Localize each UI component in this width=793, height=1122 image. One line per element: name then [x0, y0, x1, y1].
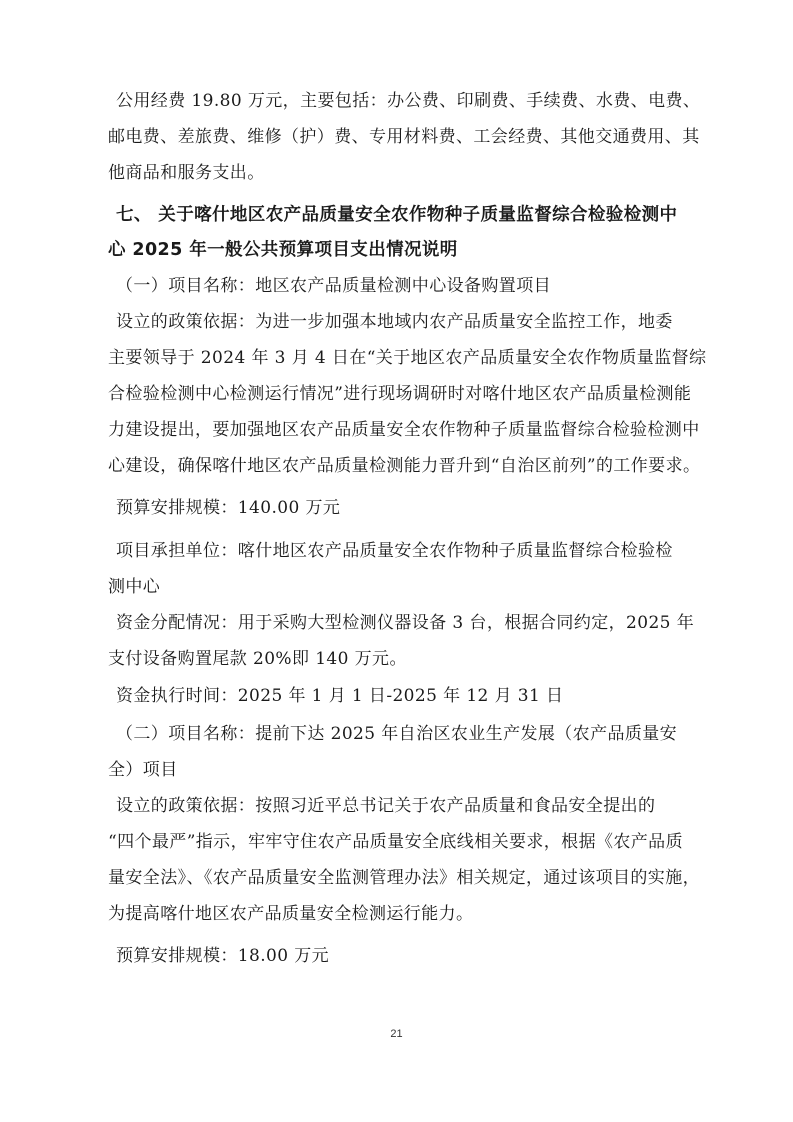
paragraph-line: 为提高喀什地区农产品质量安全检测运行能力。	[108, 904, 474, 924]
paragraph-line: 力建设提出，要加强地区农产品质量安全农作物种子质量监督综合检验检测中	[108, 420, 700, 440]
paragraph-line: 测中心	[108, 577, 161, 597]
subsection-heading: （一）项目名称：地区农产品质量检测中心设备购置项目	[116, 276, 551, 296]
paragraph-line: 公用经费 19.80 万元，主要包括：办公费、印刷费、手续费、水费、电费、	[116, 91, 701, 111]
subsection-heading: 全）项目	[108, 760, 178, 780]
section-heading: 心 2025 年一般公共预算项目支出情况说明	[108, 240, 458, 260]
page-number: 21	[390, 1028, 403, 1040]
budget-scale-line: 预算安排规模：140.00 万元	[116, 498, 341, 518]
paragraph-line: “四个最严”指示，牢牢守住农产品质量安全底线相关要求，根据《农产品质	[108, 832, 683, 852]
paragraph-line: 资金分配情况：用于采购大型检测仪器设备 3 台，根据合同约定，2025 年	[116, 613, 695, 633]
paragraph-line: 合检验检测中心检测运行情况”进行现场调研时对喀什地区农产品质量检测能	[108, 384, 692, 404]
paragraph-line: 项目承担单位：喀什地区农产品质量安全农作物种子质量监督综合检验检	[116, 541, 673, 561]
paragraph-line: 支付设备购置尾款 20%即 140 万元。	[108, 649, 407, 669]
budget-scale-line: 预算安排规模：18.00 万元	[116, 946, 330, 966]
paragraph-line: 主要领导于 2024 年 3 月 4 日在“关于地区农产品质量安全农作物质量监督综	[108, 348, 707, 368]
paragraph-line: 设立的政策依据：按照习近平总书记关于农产品质量和食品安全提出的	[116, 796, 656, 816]
execution-time-line: 资金执行时间：2025 年 1 月 1 日-2025 年 12 月 31 日	[116, 686, 564, 706]
paragraph-line: 设立的政策依据：为进一步加强本地域内农产品质量安全监控工作，地委	[116, 312, 673, 332]
section-heading: 七、 关于喀什地区农产品质量安全农作物种子质量监督综合检验检测中	[116, 205, 678, 225]
subsection-heading: （二）项目名称：提前下达 2025 年自治区农业生产发展（农产品质量安	[116, 724, 678, 744]
paragraph-line: 他商品和服务支出。	[108, 163, 265, 183]
paragraph-line: 心建设，确保喀什地区农产品质量检测能力晋升到“自治区前列”的工作要求。	[108, 456, 701, 476]
paragraph-line: 邮电费、差旅费、维修（护）费、专用材料费、工会经费、其他交通费用、其	[108, 127, 700, 147]
paragraph-line: 量安全法》、《农产品质量安全监测管理办法》相关规定，通过该项目的实施，	[108, 868, 700, 888]
